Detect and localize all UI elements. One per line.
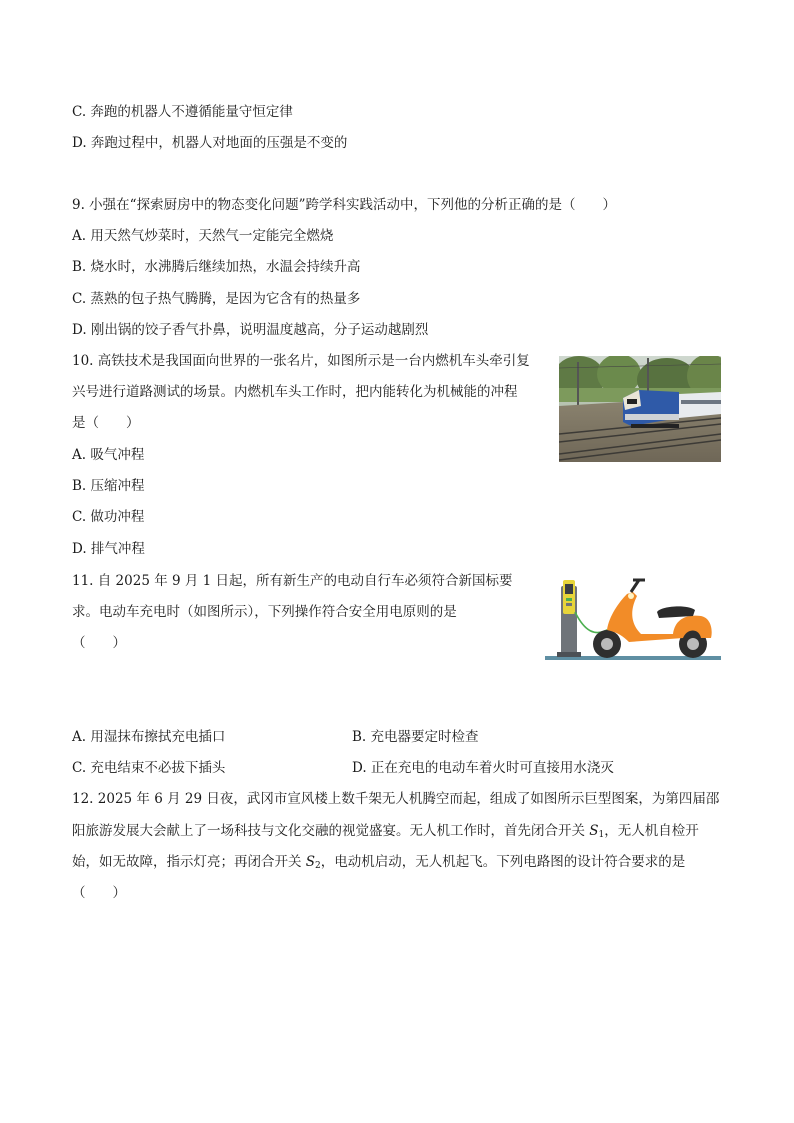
q9-option-c: C. 蒸熟的包子热气腾腾，是因为它含有的热量多 xyxy=(72,291,361,307)
q8-option-c: C. 奔跑的机器人不遵循能量守恒定律 xyxy=(72,104,293,120)
q10-option-d: D. 排气冲程 xyxy=(72,541,145,557)
switch-s1-subscript: 1 xyxy=(598,830,605,840)
q10-stem-line3: 是（ ） xyxy=(72,415,140,431)
q10-option-b: B. 压缩冲程 xyxy=(72,478,145,494)
train-photo xyxy=(559,356,721,462)
q12-stem-line2-a: 阳旅游发展大会献上了一场科技与文化交融的视觉盛宴。无人机工作时，首先闭合开关 xyxy=(72,823,590,839)
q10-option-a: A. 吸气冲程 xyxy=(72,447,145,463)
switch-s1-letter: S xyxy=(589,823,599,839)
q9-option-b: B. 烧水时，水沸腾后继续加热，水温会持续升高 xyxy=(72,259,361,275)
q12-stem-line2 xyxy=(72,821,699,845)
q11-option-d: D. 正在充电的电动车着火时可直接用水浇灭 xyxy=(352,760,614,776)
q11-option-c: C. 充电结束不必拔下插头 xyxy=(72,760,226,776)
q12-stem-line3 xyxy=(72,852,685,876)
q9-option-a: A. 用天然气炒菜时，天然气一定能完全燃烧 xyxy=(72,228,334,244)
q11-stem-line1: 11. 自 2025 年 9 月 1 日起，所有新生产的电动自行车必须符合新国标要 xyxy=(72,573,513,589)
q9-option-d: D. 刚出锅的饺子香气扑鼻，说明温度越高，分子运动越剧烈 xyxy=(72,322,429,338)
q8-option-d: D. 奔跑过程中，机器人对地面的压强是不变的 xyxy=(72,135,348,151)
q12-stem-line3-b: ，电动机启动，无人机起飞。下列电路图的设计符合要求的是 xyxy=(320,854,686,870)
q11-option-b: B. 充电器要定时检查 xyxy=(352,729,479,745)
q12-stem-line4: （ ） xyxy=(72,885,126,901)
q12-stem-line3-a: 始，如无故障，指示灯亮；再闭合开关 xyxy=(72,854,306,870)
q10-option-c: C. 做功冲程 xyxy=(72,509,145,525)
q10-stem-line2: 兴号进行道路测试的场景。内燃机车头工作时，把内能转化为机械能的冲程 xyxy=(72,384,518,400)
q12-stem-line2-b: ，无人机自检开 xyxy=(604,823,699,839)
q11-option-a: A. 用湿抹布擦拭充电插口 xyxy=(72,729,226,745)
switch-s2-letter: S xyxy=(305,854,316,870)
q9-stem: 9. 小强在“探索厨房中的物态变化问题”跨学科实践活动中，下列他的分析正确的是（ ） xyxy=(72,197,616,213)
q11-stem-line2: 求。电动车充电时（如图所示），下列操作符合安全用电原则的是 xyxy=(72,604,457,620)
q12-stem-line1: 12. 2025 年 6 月 29 日夜，武冈市宣风楼上数千架无人机腾空而起，组成了如图所示巨型图案，为第四届邵 xyxy=(72,791,720,807)
switch-s2-subscript: 2 xyxy=(315,861,321,871)
ebike-charging-illustration xyxy=(545,572,721,664)
q10-stem-line1: 10. 高铁技术是我国面向世界的一张名片，如图所示是一台内燃机车头牵引复 xyxy=(72,353,530,369)
q11-stem-line3: （ ） xyxy=(72,635,126,651)
